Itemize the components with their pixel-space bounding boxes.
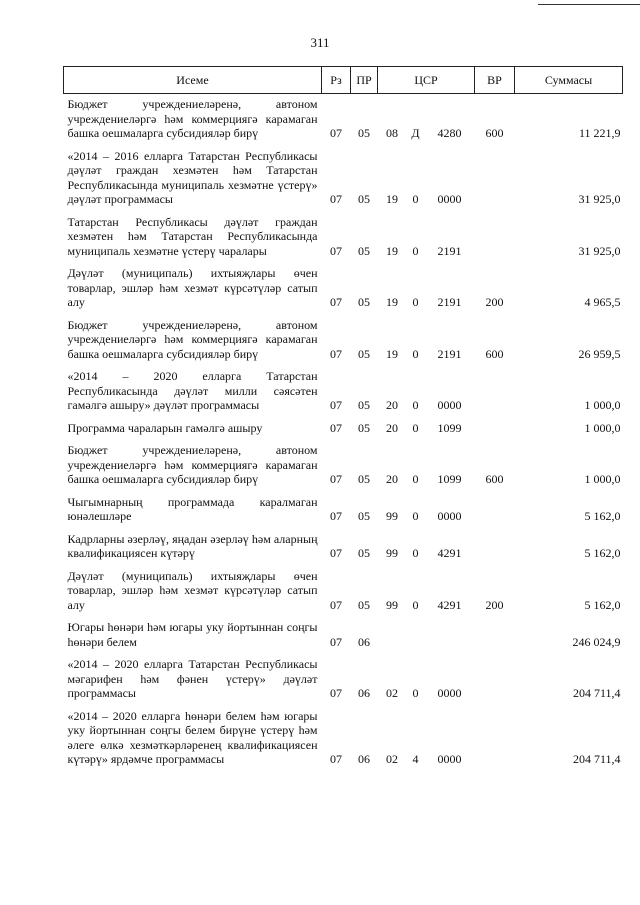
row-csr-subprogram: 0 — [412, 346, 419, 361]
row-csr-subprogram: 0 — [412, 295, 419, 309]
row-rz: 07 — [330, 398, 342, 412]
row-csr-subprogram: 0 — [412, 243, 419, 258]
row-sum: 26 959,5 — [578, 346, 621, 361]
row-pr: 05 — [358, 472, 370, 486]
row-vr: 200 — [485, 295, 504, 309]
row-name: Югары һөнәри һәм югары уку йортыннан соңгы һөнәри белем — [67, 620, 318, 649]
row-sum: 204 711,4 — [572, 686, 621, 700]
row-sum: 1 000,0 — [584, 398, 621, 412]
row-name: «2014 – 2020 елларга Татарстан Республикасында дәүләт милли сәясәтен гамәлгә ашыру» дәүләт программасы — [67, 369, 318, 412]
table-row — [64, 94, 623, 146]
row-csr-direction: 0000 — [437, 398, 462, 412]
row-csr-program: 19 — [386, 295, 398, 309]
row-pr: 06 — [358, 686, 370, 700]
row-vr: 600 — [485, 346, 504, 361]
table-row — [64, 654, 623, 706]
row-vr: 600 — [485, 472, 504, 486]
row-pr: 05 — [358, 243, 370, 258]
row-name: Бюджет учреждениеләренә, автоном учреждениеләргә һәм коммерциягә карамаган башка оешмаларга субсидияләр бирү — [67, 317, 318, 361]
row-csr-program: 99 — [386, 509, 398, 523]
row-sum: 5 162,0 — [584, 546, 621, 560]
row-sum: 31 925,0 — [578, 243, 621, 258]
row-csr-subprogram: 4 — [412, 752, 419, 766]
table-header-row — [64, 67, 623, 94]
row-csr-program: 02 — [386, 686, 398, 700]
row-name: Бюджет учреждениеләренә, автоном учреждениеләргә һәм коммерциягә карамаган башка оешмаларга субсидияләр бирү — [67, 443, 318, 486]
row-name: Татарстан Республикасы дәүләт граждан хезмәтен һәм Татарстан Республикасында муниципаль хезмәтне үстерү чаралары — [67, 214, 318, 258]
row-csr-subprogram: 0 — [412, 398, 419, 412]
table-row — [64, 366, 623, 418]
row-csr-subprogram: 0 — [412, 192, 419, 206]
table-row — [64, 418, 623, 441]
table-row — [64, 566, 623, 618]
row-rz: 07 — [330, 243, 342, 258]
row-csr-program: 20 — [386, 420, 398, 435]
row-csr-subprogram: 0 — [412, 686, 419, 700]
row-csr-direction: 4280 — [437, 126, 462, 140]
row-csr-direction: 0000 — [437, 192, 462, 206]
row-vr — [475, 492, 515, 529]
row-rz: 07 — [330, 509, 342, 523]
row-rz: 07 — [330, 126, 342, 140]
row-sum: 1 000,0 — [584, 472, 621, 486]
row-pr: 05 — [358, 295, 370, 309]
row-vr — [475, 418, 515, 441]
row-pr: 05 — [358, 546, 370, 560]
row-csr-program: 19 — [386, 346, 398, 361]
row-name: Программа чараларын гамәлгә ашыру — [67, 420, 263, 435]
row-name: Дәүләт (муниципаль) ихтыяҗлары өчен товарлар, эшләр һәм хезмәт күрсәтүләр сатып алу — [67, 568, 318, 612]
row-vr — [475, 706, 515, 772]
row-rz: 07 — [330, 295, 342, 309]
row-pr: 05 — [358, 420, 370, 435]
budget-table — [63, 66, 623, 772]
row-csr-program: 19 — [386, 192, 398, 206]
table-row — [64, 146, 623, 212]
row-csr-direction: 1099 — [437, 420, 462, 435]
row-csr-direction: 2191 — [437, 295, 462, 309]
row-vr — [475, 529, 515, 566]
row-name: Дәүләт (муниципаль) ихтыяҗлары өчен товарлар, эшләр һәм хезмәт күрсәтүләр сатып алу — [67, 266, 318, 309]
table-row — [64, 315, 623, 367]
row-vr — [475, 366, 515, 418]
row-csr-direction: 1099 — [437, 472, 462, 486]
header-sum: Суммасы — [515, 67, 623, 94]
row-csr-subprogram: Д — [411, 126, 420, 140]
header-csr: ЦСР — [378, 67, 475, 94]
page-number: 311 — [310, 35, 330, 50]
table-row — [64, 529, 623, 566]
row-pr: 05 — [358, 126, 370, 140]
table-row — [64, 492, 623, 529]
header-pr: ПР — [351, 67, 378, 94]
table-row — [64, 617, 623, 654]
row-name: Чыгымнарның программада каралмаган юнәлешләре — [67, 494, 318, 523]
row-rz: 07 — [330, 420, 342, 435]
row-rz: 07 — [330, 346, 342, 361]
row-csr-subprogram: 0 — [412, 509, 419, 523]
table-row — [64, 263, 623, 315]
header-rz: Рз — [322, 67, 351, 94]
row-csr-program: 20 — [386, 472, 398, 486]
row-csr-subprogram: 0 — [412, 597, 419, 612]
row-csr-subprogram: 0 — [412, 420, 419, 435]
header-vr: ВР — [475, 67, 515, 94]
row-csr-direction: 0000 — [437, 752, 462, 766]
row-rz: 07 — [330, 634, 342, 649]
row-name: «2014 – 2020 елларга Татарстан Республикасы мәгарифен һәм фәнен үстерү» дәүләт программасы — [67, 657, 318, 700]
table-row — [64, 706, 623, 772]
row-csr-program: 08 — [386, 126, 398, 140]
row-pr: 06 — [358, 752, 370, 766]
row-sum: 1 000,0 — [584, 420, 621, 435]
row-csr-direction: 0000 — [437, 509, 462, 523]
row-vr — [475, 146, 515, 212]
row-csr-subprogram — [407, 617, 425, 654]
row-vr — [475, 654, 515, 706]
row-name: Бюджет учреждениеләренә, автоном учреждениеләргә һәм коммерциягә карамаган башка оешмаларга субсидияләр бирү — [67, 97, 318, 140]
row-sum: 5 162,0 — [584, 597, 621, 612]
row-csr-program: 99 — [386, 597, 398, 612]
row-csr-program — [378, 617, 407, 654]
row-csr-direction: 4291 — [437, 546, 462, 560]
row-rz: 07 — [330, 686, 342, 700]
table-row — [64, 440, 623, 492]
row-pr: 05 — [358, 509, 370, 523]
row-sum: 5 162,0 — [584, 509, 621, 523]
row-sum: 11 221,9 — [578, 126, 621, 140]
top-edge-line — [538, 4, 640, 5]
row-vr: 200 — [485, 597, 504, 612]
row-csr-direction — [425, 617, 475, 654]
row-csr-subprogram: 0 — [412, 472, 419, 486]
row-pr: 05 — [358, 192, 370, 206]
row-rz: 07 — [330, 472, 342, 486]
row-csr-direction: 4291 — [437, 597, 462, 612]
row-csr-program: 02 — [386, 752, 398, 766]
header-name: Исеме — [64, 67, 322, 94]
row-name: «2014 – 2020 елларга һөнәри белем һәм югары уку йортыннан соңгы белем бирүне үстерү һәм әлеге өлкә хезмәткәрләренең квалификациясен күтәрү» ярдәмче программасы — [67, 708, 318, 766]
row-name: «2014 – 2016 елларга Татарстан Республикасы дәүләт граждан хезмәтен һәм Татарстан Республикасында муниципаль хезмәтне үстерү» дәүләт программасы — [67, 148, 318, 206]
row-rz: 07 — [330, 597, 342, 612]
row-csr-direction: 2191 — [437, 243, 462, 258]
row-rz: 07 — [330, 546, 342, 560]
row-csr-program: 99 — [386, 546, 398, 560]
row-pr: 05 — [358, 597, 370, 612]
row-vr — [475, 212, 515, 264]
row-rz: 07 — [330, 752, 342, 766]
table-row — [64, 212, 623, 264]
row-sum: 31 925,0 — [578, 192, 621, 206]
row-csr-subprogram: 0 — [412, 546, 419, 560]
row-sum: 204 711,4 — [572, 752, 621, 766]
row-vr — [475, 617, 515, 654]
row-pr: 05 — [358, 346, 370, 361]
row-csr-program: 20 — [386, 398, 398, 412]
row-vr: 600 — [485, 126, 504, 140]
row-csr-program: 19 — [386, 243, 398, 258]
row-pr: 05 — [358, 398, 370, 412]
row-csr-direction: 2191 — [437, 346, 462, 361]
row-csr-direction: 0000 — [437, 686, 462, 700]
row-pr: 06 — [358, 634, 370, 649]
row-sum: 246 024,9 — [572, 634, 621, 649]
row-rz: 07 — [330, 192, 342, 206]
row-sum: 4 965,5 — [584, 295, 621, 309]
row-name: Кадрларны әзерләү, яңадан әзерләү һәм аларның квалификациясен күтәрү — [67, 531, 318, 560]
